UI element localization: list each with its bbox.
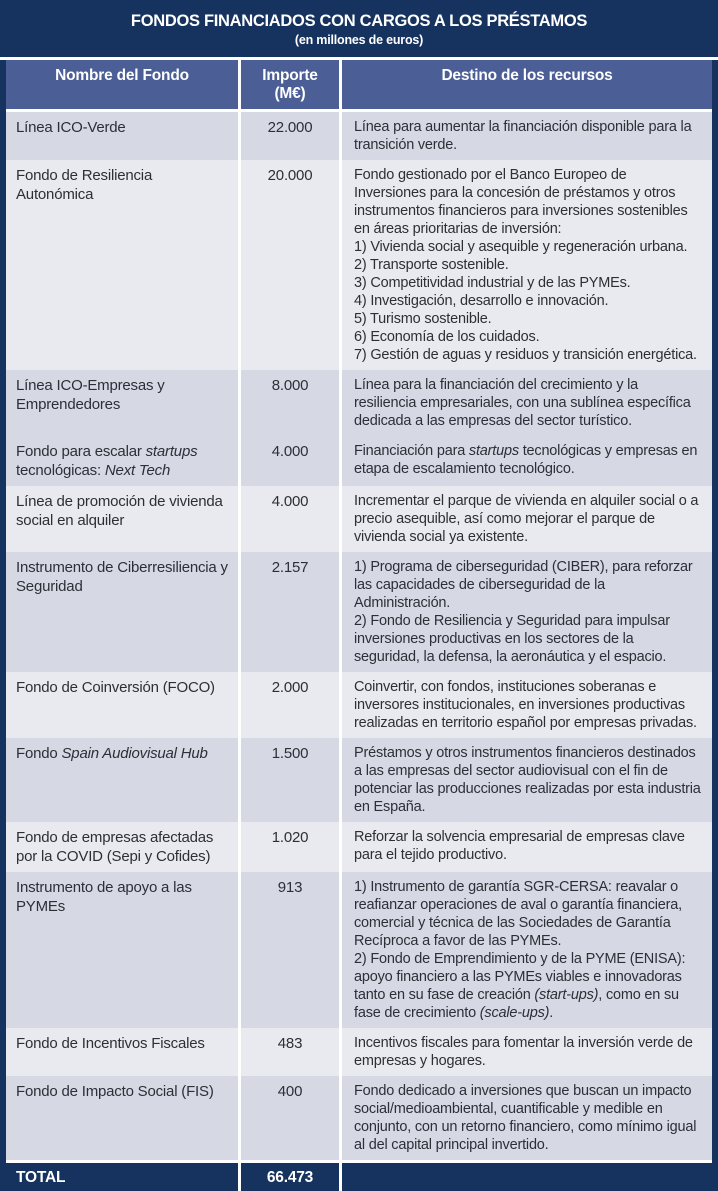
fund-amount: 483 xyxy=(241,1028,339,1076)
column-header-row xyxy=(6,60,712,112)
fund-row xyxy=(6,160,712,370)
fund-destination-line: Préstamos y otros instrumentos financieros destinados a las empresas del sector audiovisual con el fin de potenciar las producciones realizadas por esta industria en España. xyxy=(354,745,701,815)
fund-destination-line: 1) Vivienda social y asequible y regeneración urbana. xyxy=(354,239,688,255)
total-amount: 66.473 xyxy=(241,1163,339,1191)
fund-amount: 4.000 xyxy=(241,486,339,552)
fund-row xyxy=(6,672,712,738)
fund-destination-line: Financiación para startups tecnológicas y empresas en etapa de escalamiento tecnológico. xyxy=(354,443,698,477)
fund-row xyxy=(6,872,712,1028)
fund-name: Fondo de Coinversión (FOCO) xyxy=(6,672,238,738)
fund-row xyxy=(6,1028,712,1076)
fund-amount: 8.000 xyxy=(241,370,339,436)
total-row xyxy=(6,1160,712,1191)
fund-destination-line: Incrementar el parque de vivienda en alquiler social o a precio asequible, así como mejorar el parque de vivienda social ya existente. xyxy=(354,493,699,545)
table-body xyxy=(0,112,718,1160)
fund-destination-line: 2) Fondo de Emprendimiento y de la PYME (ENISA): apoyo financiero a las PYMEs viables e innovadoras tanto en su fase de creación (start-ups), como en su fase de crecimiento (scale-ups). xyxy=(354,951,686,1021)
fund-destination xyxy=(342,822,712,872)
fund-name: Fondo de empresas afectadas por la COVID (Sepi y Cofides) xyxy=(6,822,238,872)
fund-destination-line: Línea para aumentar la financiación disponible para la transición verde. xyxy=(354,119,692,153)
column-header-destination: Destino de los recursos xyxy=(342,60,712,109)
fund-destination xyxy=(342,552,712,672)
fund-amount: 4.000 xyxy=(241,436,339,486)
fund-destination xyxy=(342,486,712,552)
fund-amount: 1.020 xyxy=(241,822,339,872)
fund-name: Fondo de Incentivos Fiscales xyxy=(6,1028,238,1076)
fund-name: Instrumento de Ciberresiliencia y Seguridad xyxy=(6,552,238,672)
fund-amount: 2.157 xyxy=(241,552,339,672)
fund-name: Fondo Spain Audiovisual Hub xyxy=(6,738,238,822)
fund-destination-line: 1) Programa de ciberseguridad (CIBER), para reforzar las capacidades de ciberseguridad de la Administración. xyxy=(354,559,693,611)
fund-row xyxy=(6,552,712,672)
fund-destination-line: Coinvertir, con fondos, instituciones soberanas e inversores institucionales, en inversiones productivas realizadas en territorio español por empresas privadas. xyxy=(354,679,697,731)
fund-destination xyxy=(342,738,712,822)
fund-row xyxy=(6,112,712,160)
fund-destination-line: 6) Economía de los cuidados. xyxy=(354,329,540,345)
table-subtitle: (en millones de euros) xyxy=(294,33,424,47)
fund-destination xyxy=(342,436,712,486)
fund-destination xyxy=(342,112,712,160)
fund-name: Línea de promoción de vivienda social en alquiler xyxy=(6,486,238,552)
fund-amount: 400 xyxy=(241,1076,339,1160)
fund-destination xyxy=(342,1028,712,1076)
fund-row xyxy=(6,822,712,872)
fund-amount: 913 xyxy=(241,872,339,1028)
fund-destination-line: 5) Turismo sostenible. xyxy=(354,311,492,327)
fund-name: Línea ICO-Empresas y Emprendedores xyxy=(6,370,238,436)
fund-destination xyxy=(342,872,712,1028)
fund-destination-line: Línea para la financiación del crecimiento y la resiliencia empresariales, con una sublínea específica dedicada a las empresas del sector turístico. xyxy=(354,377,691,429)
fund-amount: 2.000 xyxy=(241,672,339,738)
fund-row xyxy=(6,486,712,552)
fund-destination-line: 1) Instrumento de garantía SGR-CERSA: reavalar o reafianzar operaciones de aval o garantía financiera, comercial y técnica de las Sociedades de Garantía Recíproca a favor de las PYMEs. xyxy=(354,879,682,949)
fund-amount: 22.000 xyxy=(241,112,339,160)
table-title: FONDOS FINANCIADOS CON CARGOS A LOS PRÉSTAMOS xyxy=(130,12,588,30)
total-empty-cell xyxy=(342,1163,712,1191)
fund-name: Fondo de Impacto Social (FIS) xyxy=(6,1076,238,1160)
fund-row xyxy=(6,738,712,822)
column-header-amount: Importe (M€) xyxy=(241,60,339,109)
fund-amount: 20.000 xyxy=(241,160,339,370)
column-header-name: Nombre del Fondo xyxy=(6,60,238,109)
fund-destination xyxy=(342,1076,712,1160)
fund-destination-line: Incentivos fiscales para fomentar la inversión verde de empresas y hogares. xyxy=(354,1035,693,1069)
fund-destination-line: 7) Gestión de aguas y residuos y transición energética. xyxy=(354,347,697,363)
fund-name: Fondo para escalar startups tecnológicas: Next Tech xyxy=(6,436,238,486)
fund-destination xyxy=(342,160,712,370)
fund-name: Línea ICO-Verde xyxy=(6,112,238,160)
fund-row xyxy=(6,370,712,436)
fund-destination-line: 2) Fondo de Resiliencia y Seguridad para impulsar inversiones productivas en los sectores de la seguridad, la defensa, la aeronáutica y el espacio. xyxy=(354,613,670,665)
fund-destination-line: Fondo dedicado a inversiones que buscan un impacto social/medioambiental, cuantificable y medible en conjunto, con un retorno financiero, como mínimo igual al del capital principal invertido. xyxy=(354,1083,697,1153)
fund-name: Instrumento de apoyo a las PYMEs xyxy=(6,872,238,1028)
fund-row xyxy=(6,1076,712,1160)
fund-destination-line: Fondo gestionado por el Banco Europeo de Inversiones para la concesión de préstamos y otros instrumentos financieros para inversiones sostenibles en áreas prioritarias de inversión: xyxy=(354,167,688,237)
fund-destination-line: 2) Transporte sostenible. xyxy=(354,257,509,273)
fund-destination-line: 4) Investigación, desarrollo e innovación. xyxy=(354,293,609,309)
fund-name: Fondo de Resiliencia Autonómica xyxy=(6,160,238,370)
fund-destination-line: Reforzar la solvencia empresarial de empresas clave para el tejido productivo. xyxy=(354,829,685,863)
fund-destination-line: 3) Competitividad industrial y de las PYMEs. xyxy=(354,275,631,291)
total-label: TOTAL xyxy=(6,1163,238,1191)
table-title-band xyxy=(0,0,718,60)
fund-row xyxy=(6,436,712,486)
fund-destination xyxy=(342,672,712,738)
fund-amount: 1.500 xyxy=(241,738,339,822)
fund-destination xyxy=(342,370,712,436)
